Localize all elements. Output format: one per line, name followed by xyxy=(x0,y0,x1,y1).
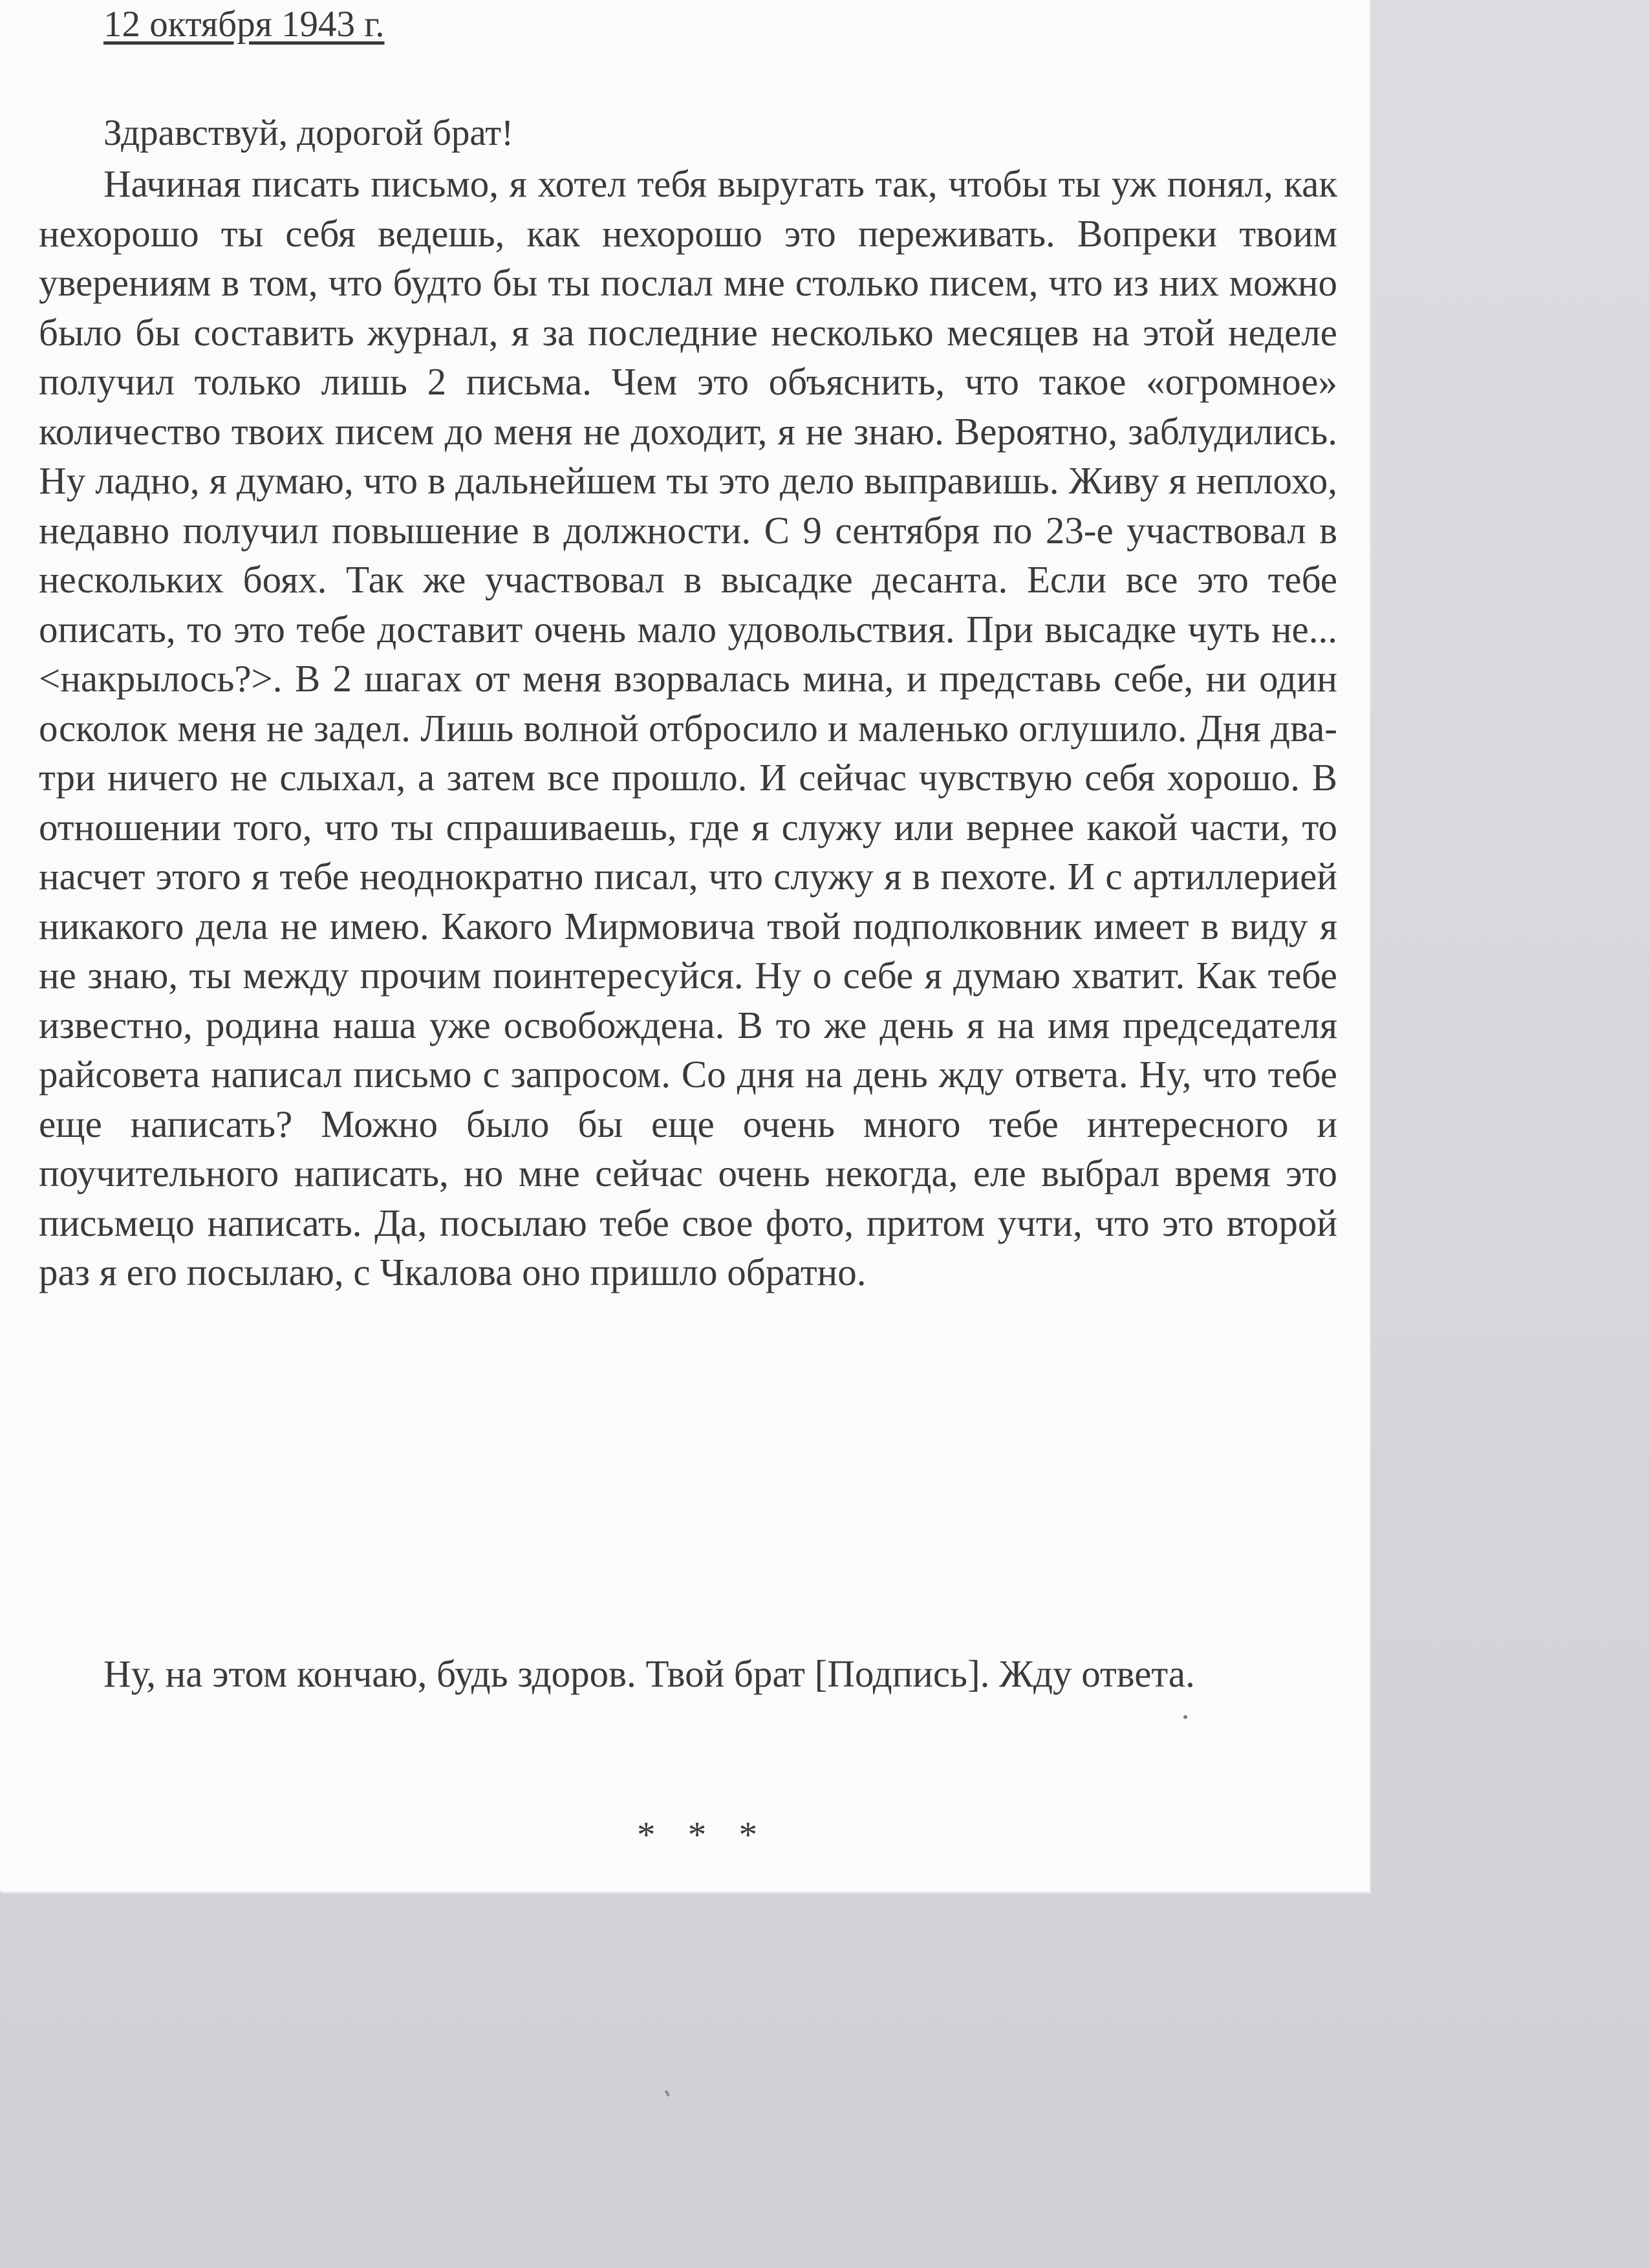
scan-speck xyxy=(1183,1715,1187,1719)
letter-closing: Ну, на этом кончаю, будь здоров. Твой брат [Подпись]. Жду ответа. xyxy=(103,1652,1195,1695)
section-separator: * * * xyxy=(637,1815,769,1855)
letter-greeting: Здравствуй, дорогой брат! xyxy=(103,113,514,153)
letter-date: 12 октября 1943 г. xyxy=(103,4,385,45)
letter-body: Начиная писать письмо, я хотел тебя выругать так, чтобы ты уж понял, как нехорошо ты себя ведешь, как нехорошо это переживать. Вопреки твоим уверениям в том, что будто бы ты послал мне столько писем, что из них можно было бы составить журнал, я за последние несколько месяцев на этой неделе получил только лишь 2 письма. Чем это объяснить, что такое «огромное» количество твоих писем до меня не доходит, я не знаю. Вероятно, заблудились. Ну ладно, я думаю, что в дальнейшем ты это дело выправишь. Живу я неплохо, недавно получил повышение в должности. С 9 сентября по 23-е участвовал в нескольких боях. Так же участвовал в высадке десанта. Если все это тебе описать, то это тебе доставит очень мало удовольствия. При высадке чуть не... <накрылось?>. В 2 шагах от меня взорвалась мина, и представь себе, ни один осколок меня не задел. Лишь волной отбросило и маленько оглушило. Дня два-три ничего не слыхал, а затем все прошло. И сейчас чувствую себя хорошо. В отношении того, что ты спрашиваешь, где я служу или вернее какой части, то насчет этого я тебе неоднократно писал, что служу я в пехоте. И с артиллерией никакого дела не имею. Какого Мирмовича твой подполковник имеет в виду я не знаю, ты между прочим поинтересуйся. Ну о себе я думаю хватит. Как тебе известно, родина наша уже освобождена. В то же день я на имя председателя райсовета написал письмо с запросом. Со дня на день жду ответа. Ну, что тебе еще написать? Можно было бы еще очень много тебе интересного и поучительного написать, но мне сейчас очень некогда, еле выбрал время это письмецо написать. Да, посылаю тебе свое фото, притом учти, что это второй раз я его посылаю, с Чкалова оно пришло обратно. xyxy=(39,162,1337,1293)
